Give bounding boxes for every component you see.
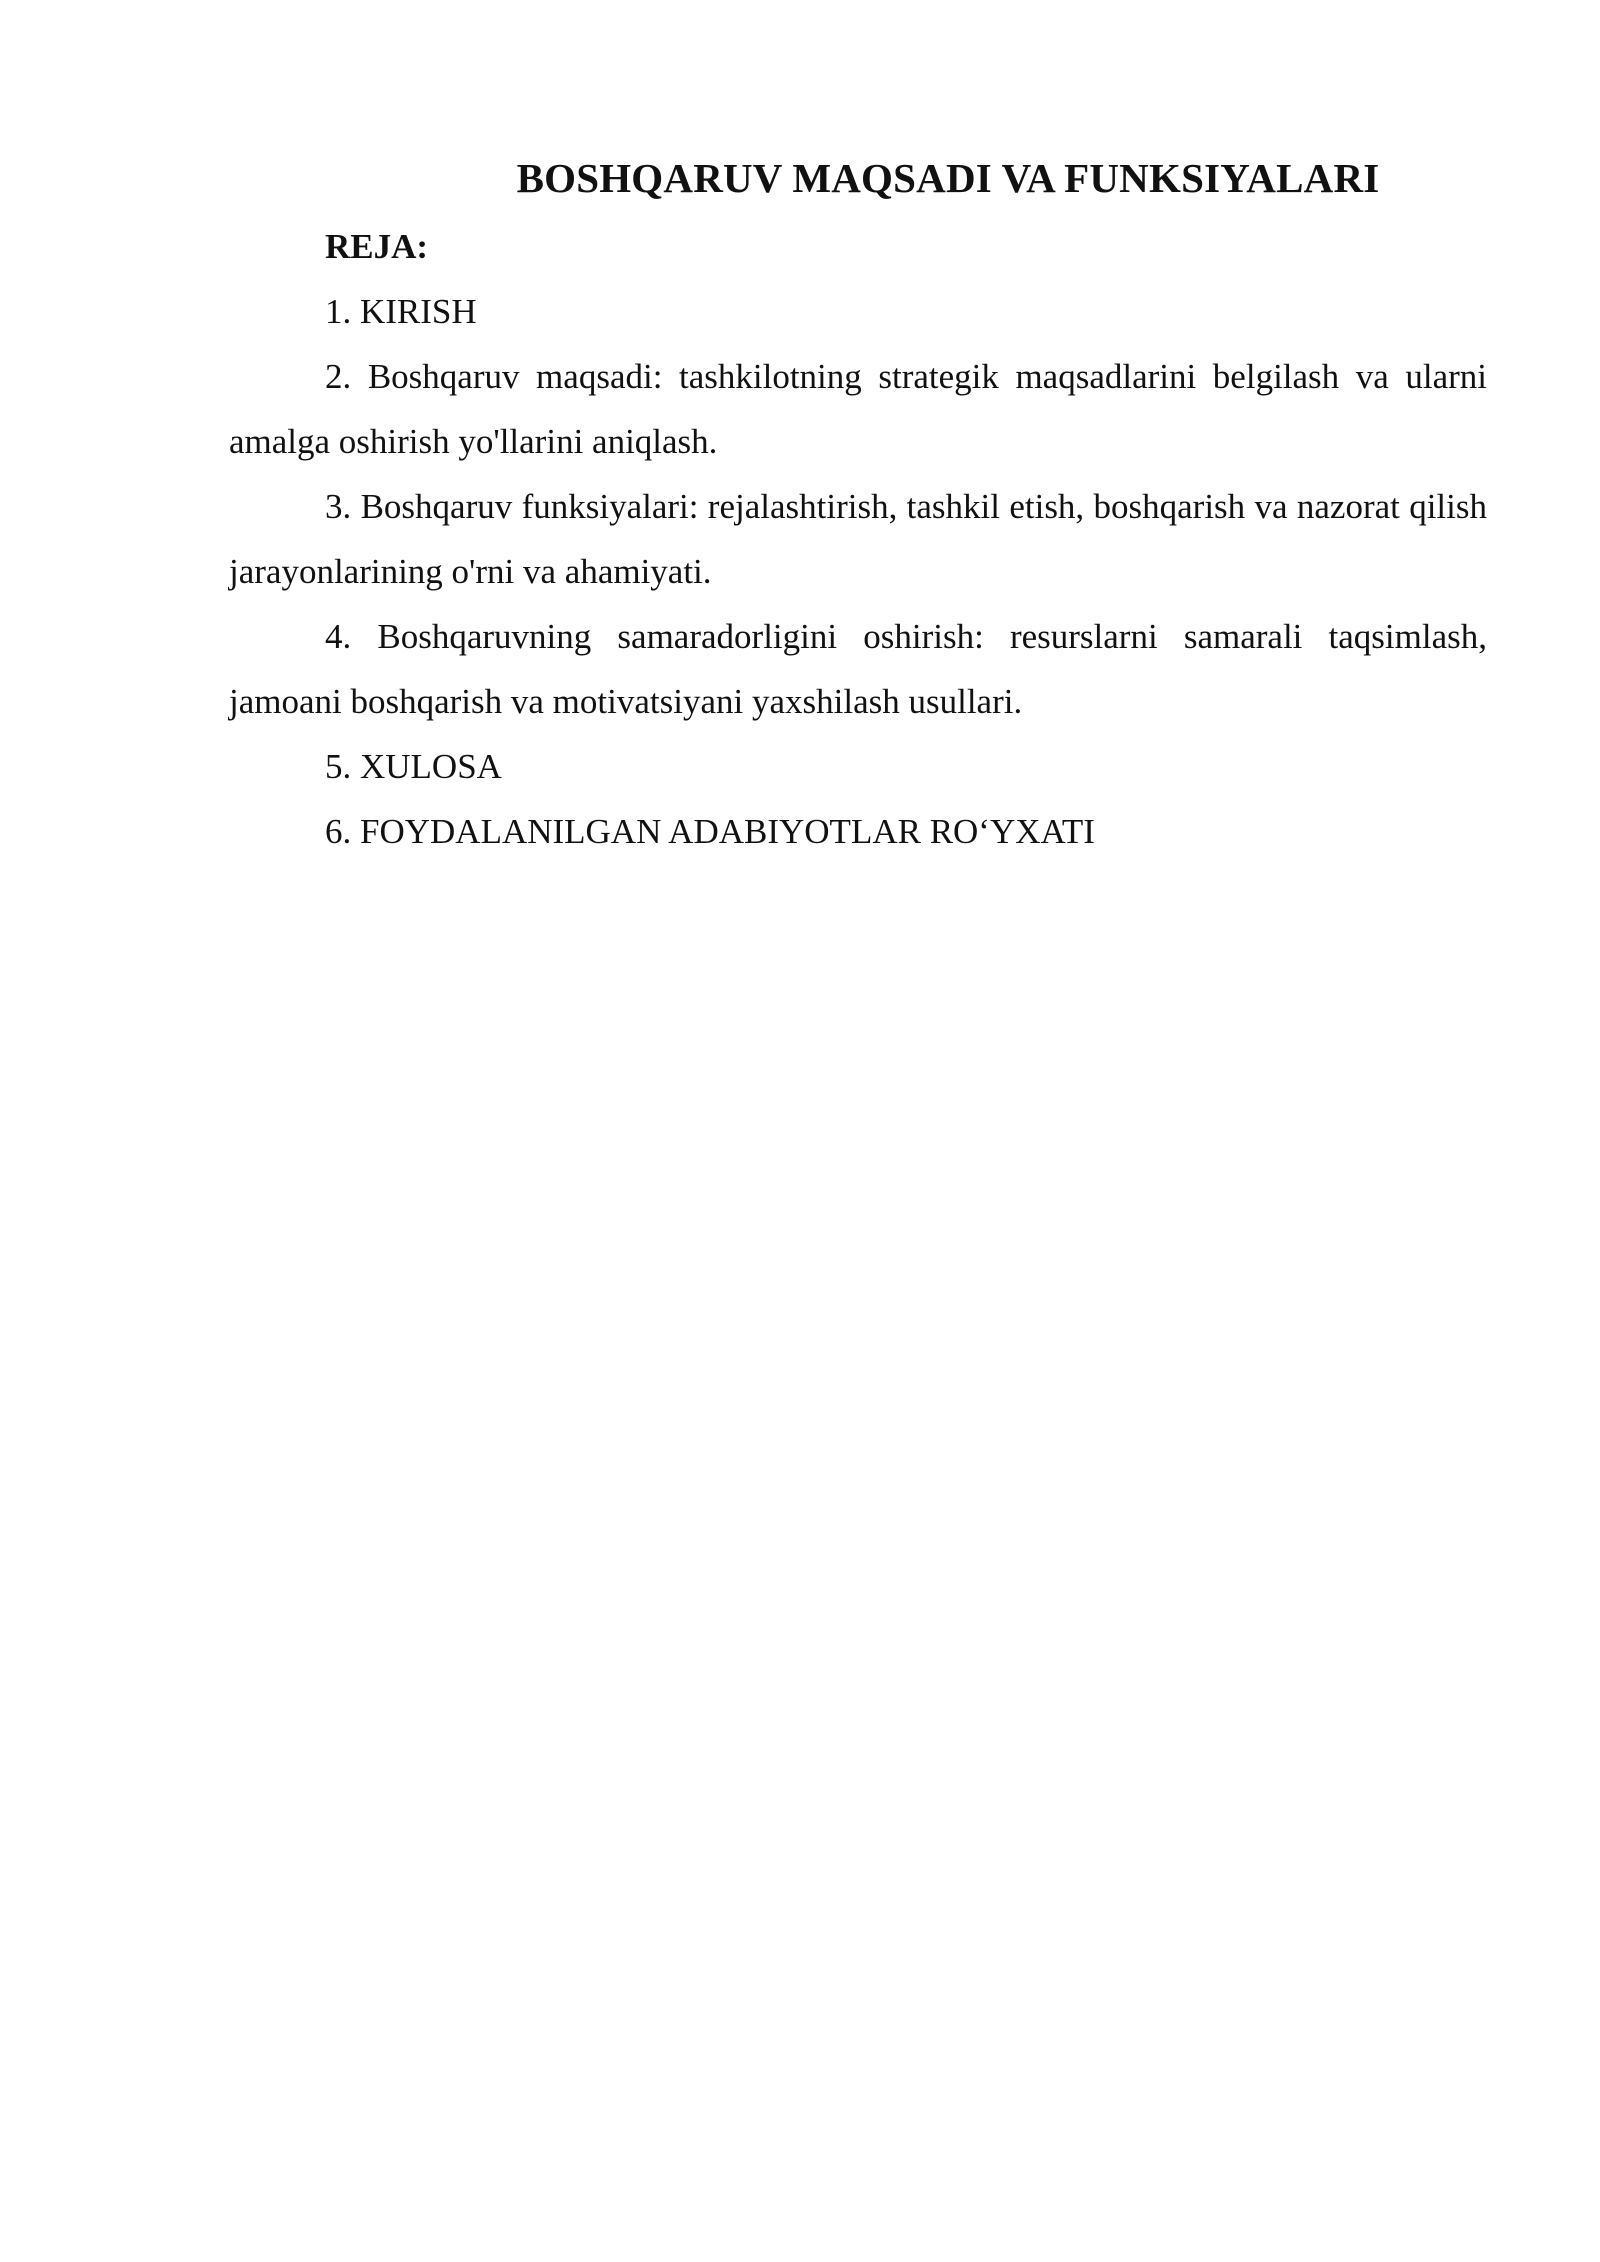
plan-item-4: 4. Boshqaruvning samaradorligini oshirish: resurslarni samarali taqsimlash, jamoani boshqarish va motivatsiyani yaxshilash usullari. [229, 617, 1487, 721]
plan-heading: REJA: [325, 227, 429, 266]
document-body [229, 150, 1487, 864]
document-title: BOSHQARUV MAQSADI VA FUNKSIYALARI [516, 155, 1380, 201]
plan-item-1: 1. KIRISH [325, 292, 477, 331]
plan-item-2: 2. Boshqaruv maqsadi: tashkilotning strategik maqsadlarini belgilash va ularni amalga oshirish yo'llarini aniqlash. [229, 357, 1487, 461]
plan-item-6: 6. FOYDALANILGAN ADABIYOTLAR RO‘YXATI [325, 812, 1095, 851]
plan-item-5: 5. XULOSA [325, 747, 502, 786]
plan-item-3: 3. Boshqaruv funksiyalari: rejalashtirish, tashkil etish, boshqarish va nazorat qilish jarayonlarining o'rni va ahamiyati. [229, 487, 1487, 591]
